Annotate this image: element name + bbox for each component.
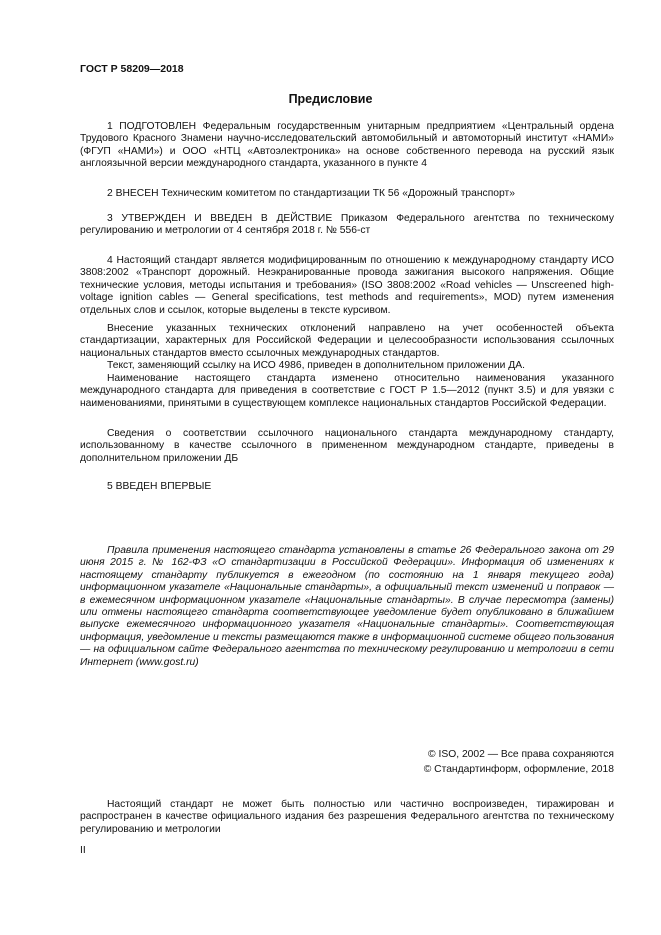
section-4-replacement-text: Текст, заменяющий ссылку на ИСО 4986, приведен в дополнительном приложении ДА. xyxy=(107,360,525,371)
section-4-title-change: Наименование настоящего стандарта изменено относительно наименования указанного международного стандарта для приведения в соответствие с ГОСТ Р 1.5—2012 (пункт 3.5) и для увязки с наименованиями, принятыми в существующем комплексе национальных стандартов Российской Федерации. xyxy=(80,373,614,409)
page-number: II xyxy=(80,845,86,856)
iso-copyright: © ISO, 2002 — Все права сохраняются xyxy=(428,749,614,760)
section-3-approved: 3 УТВЕРЖДЕН И ВВЕДЕН В ДЕЙСТВИЕ Приказом Федерального агентства по техническому регулированию и метрологии от 4 сентября 2018 г. № 556-ст xyxy=(80,213,614,237)
page-title: Предисловие xyxy=(288,92,373,106)
section-4-modified: 4 Настоящий стандарт является модифицированным по отношению к международному стандарту ИСО 3808:2002 «Транспорт дорожный. Неэкранированные провода зажигания высокого напряжения. Общие технические условия, методы испытания и требования» (ISO 3808:2002 «Road vehicles — Unscreened high-voltage ignition cables — General specifications, test methods and requirements», MOD) путем изменения отдельных слов и ссылок, которые выделены в тексте курсивом. xyxy=(80,255,614,316)
section-4-deviations: Внесение указанных технических отклонений направлено на учет особенностей объекта стандартизации, характерных для Российской Федерации и целесообразности использования ссылочных национальных стандартов вместо ссылочных международных стандартов. xyxy=(80,323,614,359)
section-2-introduced: 2 ВНЕСЕН Техническим комитетом по стандартизации ТК 56 «Дорожный транспорт» xyxy=(107,188,515,199)
document-designation: ГОСТ Р 58209—2018 xyxy=(80,63,184,75)
rules-of-application-note: Правила применения настоящего стандарта установлены в статье 26 Федерального закона от 29 июня 2015 г. № 162-ФЗ «О стандартизации в Российской Федерации». Информация об изменениях к настоящему стандарту публикуется в ежегодном (по состоянию на 1 января текущего года) информационном указателе «Национальные стандарты», а официальный текст изменений и поправок — в ежемесячном информационном указателе «Национальные стандарты». В случае пересмотра (замены) или отмены настоящего стандарта соответствующее уведомление будет опубликовано в ближайшем выпуске ежемесячного информационного указателя «Национальные стандарты». Соответствующая информация, уведомление и тексты размещаются также в информационной системе общего пользования — на официальном сайте Федерального агентства по техническому регулированию и метрологии в сети Интернет (www.gost.ru) xyxy=(80,545,614,668)
section-4-correspondence: Сведения о соответствии ссылочного национального стандарта международному стандарту, использованному в качестве ссылочного в примененном международном стандарте, приведены в дополнительном приложении ДБ xyxy=(80,428,614,464)
section-1-prepared: 1 ПОДГОТОВЛЕН Федеральным государственным унитарным предприятием «Центральный ордена Трудового Красного Знамени научно-исследовательский автомобильный и автомоторный институт «НАМИ» (ФГУП «НАМИ») и ООО «НТЦ «Автоэлектроника» на основе собственного перевода на русский язык англоязычной версии международного стандарта, указанного в пункте 4 xyxy=(80,121,614,170)
standartinform-copyright: © Стандартинформ, оформление, 2018 xyxy=(423,764,614,775)
section-5-first-introduced: 5 ВВЕДЕН ВПЕРВЫЕ xyxy=(107,481,212,492)
reproduction-notice: Настоящий стандарт не может быть полностью или частично воспроизведен, тиражирован и распространен в качестве официального издания без разрешения Федерального агентства по техническому регулированию и метрологии xyxy=(80,799,614,835)
